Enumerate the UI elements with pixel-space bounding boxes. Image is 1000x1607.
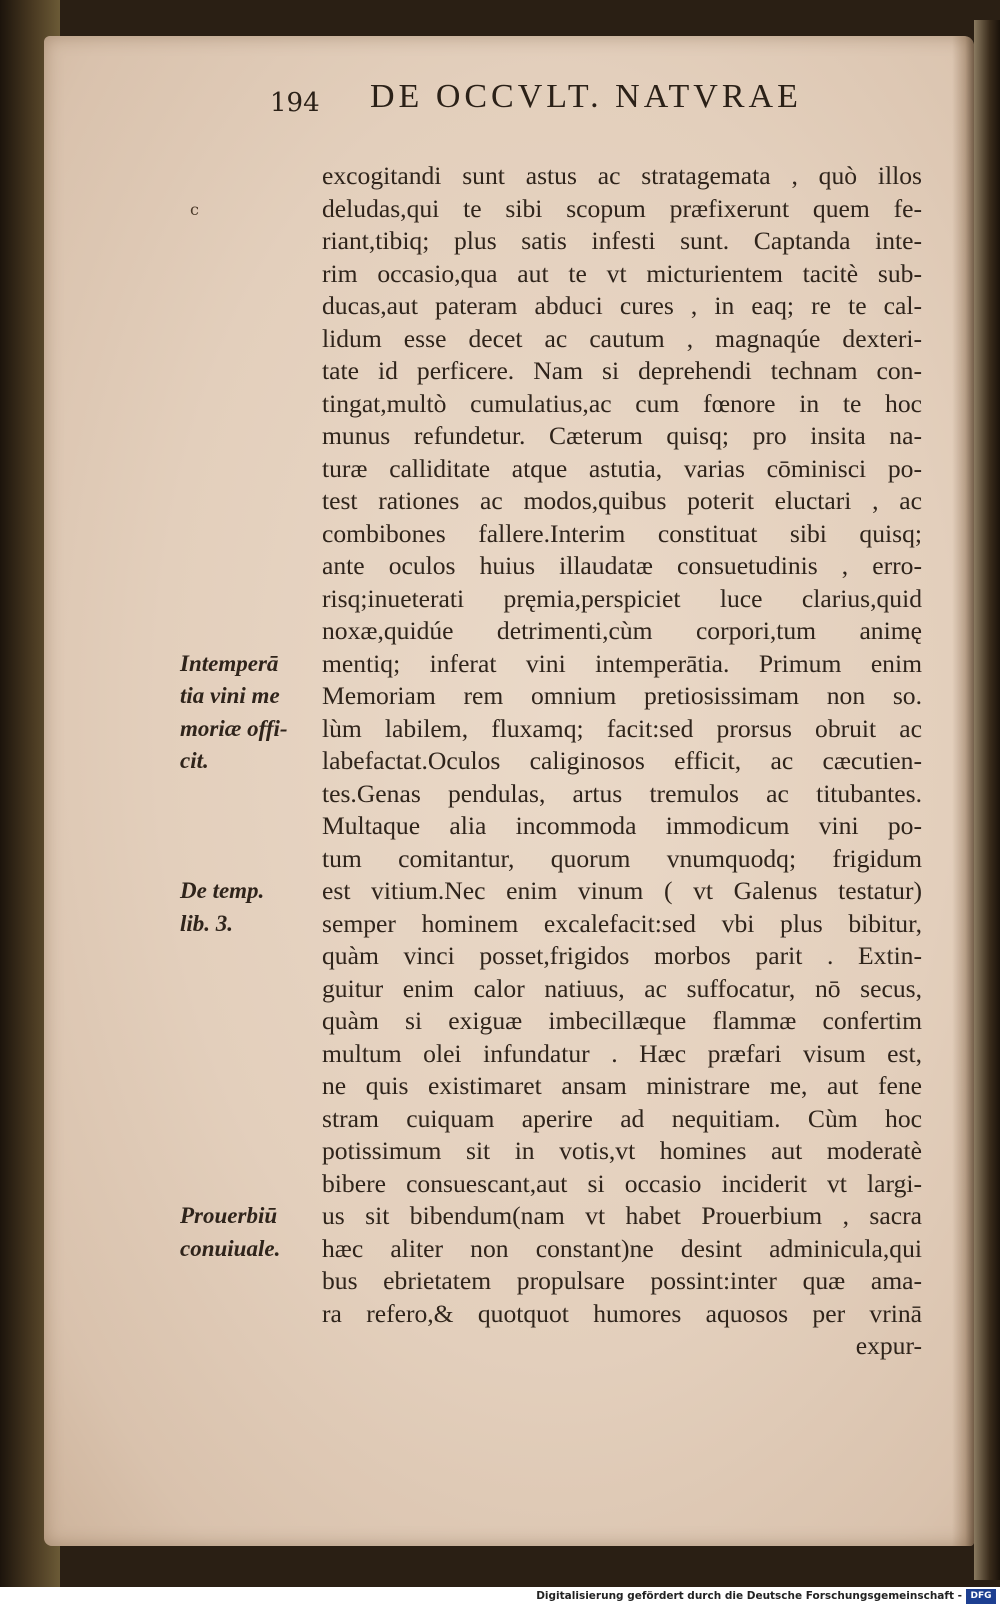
text-line: stram cuiquam aperire ad nequitiam. Cùm hoc [322,1103,922,1133]
text-line: noxæ,quidúe detrimenti,cùm corpori,tum animę [322,616,922,645]
text-line: lidum esse decet ac cautum , magnaqúe dexteri- [322,323,922,353]
text-line: multum olei infundatur . Hæc præfari visum est, [322,1038,922,1068]
margin-note-line: Prouerbiū [180,1203,278,1228]
dfg-logo: DFG [966,1589,996,1604]
margin-note-line: cit. [180,748,209,773]
text-line: deludas,qui te sibi scopum præfixerunt quem fe- [322,193,922,223]
margin-note-line: Intemperā [180,650,279,676]
text-line: combibones fallere.Interim constituat sibi quisq; [322,518,922,548]
text-line: risq;inueterati pręmia,perspiciet luce clarius,quid [322,583,922,613]
text-line: us sit bibendum(nam vt habet Prouerbium , sacra [322,1201,922,1230]
text-line: tes.Genas pendulas, artus tremulos ac titubantes. [322,778,922,808]
text-line: riant,tibiq; plus satis infesti sunt. Captanda inte- [322,226,922,255]
text-line: mentiq; inferat vini intemperātia. Primum enim [322,648,922,678]
text-line: bibere consuescant,aut si occasio inciderit vt largi- [322,1168,922,1198]
margin-note-line: De temp. [180,878,265,903]
margin-note [180,1200,312,1265]
running-head: DE OCCVLT. NATVRAE [370,78,802,115]
text-line: hæc aliter non constant)ne desint adminicula,qui [322,1233,922,1263]
text-line: quàm vinci posset,frigidos morbos parit . Extin- [322,941,922,970]
text-line: turæ calliditate atque astutia, varias cōminisci po- [322,453,922,483]
margin-note-line: tia vini me [180,683,280,708]
margin-note [180,875,312,940]
margin-note-line: moriæ offi- [180,715,288,741]
text-line: bus ebrietatem propulsare possint:inter quæ ama- [322,1266,922,1295]
text-line: ducas,aut pateram abduci cures , in eaq; re te cal- [322,291,922,320]
page-header [270,78,890,122]
text-line: semper hominem excalefacit:sed vbi plus bibitur, [322,908,922,938]
text-line: tum comitantur, quorum vnumquodq; frigidum [322,843,922,873]
text-line: est vitium.Nec enim vinum ( vt Galenus testatur) [322,876,922,905]
book-cover-right [974,20,1000,1580]
text-line: ra refero,& quotquot humores aquosos per vrinā [322,1298,922,1328]
body-text [322,160,922,1370]
text-line: Memoriam rem omnium pretiosissimam non so. [322,681,922,710]
page-edge-shadow [952,36,974,1546]
text-line: excogitandi sunt astus ac stratagemata , quò illos [322,161,922,190]
footer-bar [0,1587,1000,1607]
text-line: tate id perficere. Nam si deprehendi technam con- [322,356,922,385]
text-line: munus refundetur. Cæterum quisq; pro insita na- [322,421,922,450]
text-line: test rationes ac modos,quibus poterit eluctari , ac [322,486,922,515]
text-line: expur- [855,1331,922,1360]
text-line: tingat,multò cumulatius,ac cum fœnore in te hoc [322,388,922,418]
text-line: quàm si exiguæ imbecillæque flammæ confertim [322,1006,922,1035]
text-line: ante oculos huius illaudatæ consuetudinis , erro- [322,551,922,580]
margin-note-line: conuiuale. [180,1235,281,1261]
margin-note [180,648,312,778]
text-line: Multaque alia incommoda immodicum vini po- [322,811,922,840]
text-line: potissimum sit in votis,vt homines aut moderatè [322,1136,922,1165]
margin-note-line: lib. 3. [180,910,234,936]
page-number: 194 [270,88,320,118]
stray-mark: c [190,200,199,219]
text-line: lùm labilem, fluxamq; facit:sed prorsus obruit ac [322,713,922,743]
text-line: ne quis existimaret ansam ministrare me, aut fene [322,1071,922,1100]
footer-credit: Digitalisierung gefördert durch die Deutsche Forschungsgemeinschaft - [536,1590,962,1602]
text-line: rim occasio,qua aut te vt micturientem tacitè sub- [322,258,922,288]
text-line: labefactat.Oculos caliginosos efficit, ac cæcutien- [322,746,922,775]
text-line: guitur enim calor natiuus, ac suffocatur, nō secus, [322,973,922,1003]
